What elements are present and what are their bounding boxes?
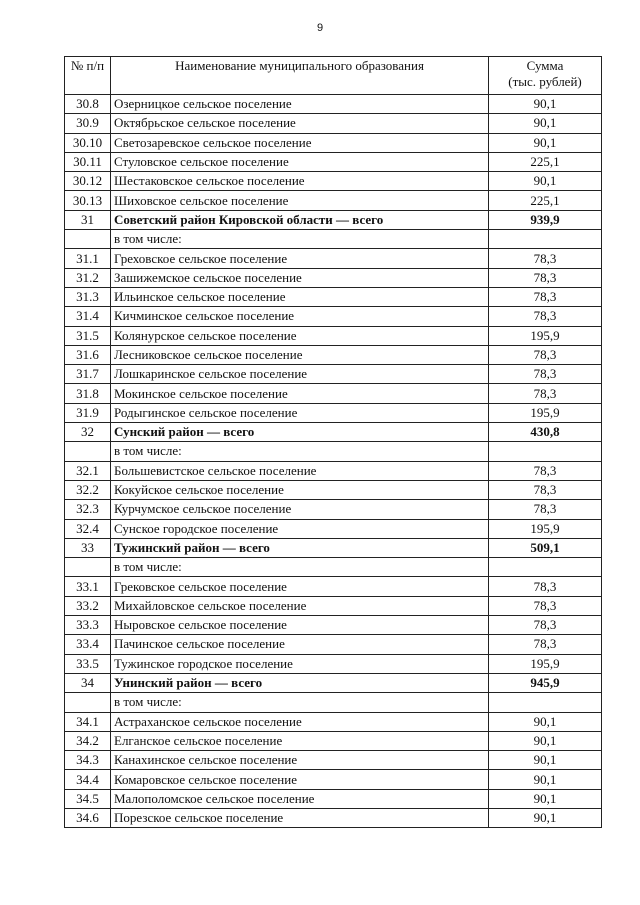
row-sum: 90,1 [489, 808, 602, 827]
row-sum: 90,1 [489, 770, 602, 789]
header-name: Наименование муниципального образования [111, 57, 489, 95]
row-number: 31.9 [65, 403, 111, 422]
row-sum: 78,3 [489, 577, 602, 596]
row-sum: 90,1 [489, 712, 602, 731]
row-sum: 195,9 [489, 403, 602, 422]
row-sum: 90,1 [489, 114, 602, 133]
row-sum: 430,8 [489, 423, 602, 442]
row-number: 31.7 [65, 365, 111, 384]
row-number: 30.10 [65, 133, 111, 152]
row-number [65, 230, 111, 249]
row-number: 34.1 [65, 712, 111, 731]
page-number: 9 [316, 22, 324, 34]
row-sum: 195,9 [489, 654, 602, 673]
row-name: Тужинский район — всего [111, 538, 489, 557]
row-sum: 78,3 [489, 480, 602, 499]
row-name: Елганское сельское поселение [111, 731, 489, 750]
table-row [65, 500, 602, 519]
table-row [65, 403, 602, 422]
table-row [65, 384, 602, 403]
row-sum: 939,9 [489, 210, 602, 229]
row-sum: 78,3 [489, 635, 602, 654]
row-number: 31.1 [65, 249, 111, 268]
table-row [65, 287, 602, 306]
row-number: 31.5 [65, 326, 111, 345]
row-name: Ильинское сельское поселение [111, 287, 489, 306]
row-number: 30.9 [65, 114, 111, 133]
row-name: Астраханское сельское поселение [111, 712, 489, 731]
row-sum: 78,3 [489, 345, 602, 364]
table-row [65, 712, 602, 731]
table-header-row [65, 57, 602, 95]
header-sum [489, 57, 602, 95]
table-row [65, 770, 602, 789]
table-row [65, 673, 602, 692]
row-number: 33.2 [65, 596, 111, 615]
row-number: 31.3 [65, 287, 111, 306]
row-number: 34.5 [65, 789, 111, 808]
row-sum [489, 693, 602, 712]
row-name: Кичминское сельское поселение [111, 307, 489, 326]
row-name: Унинский район — всего [111, 673, 489, 692]
table-row [65, 307, 602, 326]
table-row [65, 114, 602, 133]
row-number: 32.3 [65, 500, 111, 519]
row-number: 32.4 [65, 519, 111, 538]
row-sum [489, 558, 602, 577]
row-name: Порезское сельское поселение [111, 808, 489, 827]
row-sum: 78,3 [489, 287, 602, 306]
row-name: Шестаковское сельское поселение [111, 172, 489, 191]
table-row [65, 731, 602, 750]
row-number: 31.2 [65, 268, 111, 287]
row-name: Колянурское сельское поселение [111, 326, 489, 345]
row-sum [489, 230, 602, 249]
header-sum-line2: (тыс. рублей) [508, 74, 582, 89]
table-row [65, 249, 602, 268]
table-row [65, 326, 602, 345]
table-row [65, 751, 602, 770]
row-number: 30.11 [65, 152, 111, 171]
row-name: Зашижемское сельское поселение [111, 268, 489, 287]
row-sum: 78,3 [489, 616, 602, 635]
row-number: 31.6 [65, 345, 111, 364]
row-name: Кокуйское сельское поселение [111, 480, 489, 499]
row-sum: 78,3 [489, 596, 602, 615]
row-name: в том числе: [111, 693, 489, 712]
row-name: Стуловское сельское поселение [111, 152, 489, 171]
row-number: 32.1 [65, 461, 111, 480]
row-name: Шиховское сельское поселение [111, 191, 489, 210]
table-row [65, 152, 602, 171]
row-number: 32 [65, 423, 111, 442]
row-sum: 78,3 [489, 249, 602, 268]
row-sum: 509,1 [489, 538, 602, 557]
row-name: Малополомское сельское поселение [111, 789, 489, 808]
table-row [65, 538, 602, 557]
row-name: Комаровское сельское поселение [111, 770, 489, 789]
table-row [65, 577, 602, 596]
table-row [65, 172, 602, 191]
row-number: 33.3 [65, 616, 111, 635]
row-number [65, 442, 111, 461]
row-number: 33.1 [65, 577, 111, 596]
table-row [65, 345, 602, 364]
table-row [65, 95, 602, 114]
row-sum: 225,1 [489, 191, 602, 210]
table-row [65, 461, 602, 480]
row-name: Грековское сельское поселение [111, 577, 489, 596]
row-sum: 225,1 [489, 152, 602, 171]
row-sum: 78,3 [489, 307, 602, 326]
row-number: 34.4 [65, 770, 111, 789]
row-name: Лошкаринское сельское поселение [111, 365, 489, 384]
row-sum: 78,3 [489, 365, 602, 384]
row-number: 34.2 [65, 731, 111, 750]
row-sum: 195,9 [489, 519, 602, 538]
table-row [65, 558, 602, 577]
row-name: Лесниковское сельское поселение [111, 345, 489, 364]
row-name: Михайловское сельское поселение [111, 596, 489, 615]
table-row [65, 596, 602, 615]
allocation-table [64, 56, 602, 828]
row-name: в том числе: [111, 230, 489, 249]
row-name: Тужинское городское поселение [111, 654, 489, 673]
table-row [65, 693, 602, 712]
row-name: в том числе: [111, 442, 489, 461]
table-body [65, 95, 602, 828]
table-row [65, 230, 602, 249]
row-number: 31.8 [65, 384, 111, 403]
row-name: Сунское городское поселение [111, 519, 489, 538]
row-number: 30.12 [65, 172, 111, 191]
table-row [65, 480, 602, 499]
table-row [65, 133, 602, 152]
row-number: 34.3 [65, 751, 111, 770]
table-row [65, 210, 602, 229]
row-name: Ныровское сельское поселение [111, 616, 489, 635]
row-name: Курчумское сельское поселение [111, 500, 489, 519]
table-row [65, 423, 602, 442]
row-sum: 90,1 [489, 731, 602, 750]
row-name: Греховское сельское поселение [111, 249, 489, 268]
row-name: Канахинское сельское поселение [111, 751, 489, 770]
row-name: Озерницкое сельское поселение [111, 95, 489, 114]
row-sum [489, 442, 602, 461]
row-sum: 90,1 [489, 751, 602, 770]
table-row [65, 635, 602, 654]
row-sum: 90,1 [489, 789, 602, 808]
table-row [65, 442, 602, 461]
header-sum-line1: Сумма [526, 58, 564, 73]
row-number: 32.2 [65, 480, 111, 499]
row-number: 33.4 [65, 635, 111, 654]
table-row [65, 365, 602, 384]
row-name: Родыгинское сельское поселение [111, 403, 489, 422]
header-num: № п/п [65, 57, 111, 95]
table-row [65, 191, 602, 210]
row-number [65, 693, 111, 712]
row-number: 33 [65, 538, 111, 557]
row-sum: 78,3 [489, 500, 602, 519]
row-sum: 90,1 [489, 133, 602, 152]
row-name: Светозаревское сельское поселение [111, 133, 489, 152]
row-sum: 90,1 [489, 172, 602, 191]
table-row [65, 654, 602, 673]
row-number: 30.13 [65, 191, 111, 210]
row-name: Мокинское сельское поселение [111, 384, 489, 403]
table-row [65, 519, 602, 538]
row-sum: 90,1 [489, 95, 602, 114]
row-number: 31 [65, 210, 111, 229]
row-name: Сунский район — всего [111, 423, 489, 442]
table-row [65, 808, 602, 827]
row-name: Октябрьское сельское поселение [111, 114, 489, 133]
row-sum: 195,9 [489, 326, 602, 345]
row-sum: 945,9 [489, 673, 602, 692]
row-number: 31.4 [65, 307, 111, 326]
table-row [65, 616, 602, 635]
row-name: Большевистское сельское поселение [111, 461, 489, 480]
row-number: 33.5 [65, 654, 111, 673]
row-name: Пачинское сельское поселение [111, 635, 489, 654]
table-row [65, 268, 602, 287]
row-sum: 78,3 [489, 268, 602, 287]
row-number [65, 558, 111, 577]
row-name: в том числе: [111, 558, 489, 577]
row-name: Советский район Кировской области — всего [111, 210, 489, 229]
row-number: 30.8 [65, 95, 111, 114]
row-sum: 78,3 [489, 384, 602, 403]
row-number: 34 [65, 673, 111, 692]
row-number: 34.6 [65, 808, 111, 827]
row-sum: 78,3 [489, 461, 602, 480]
table-row [65, 789, 602, 808]
